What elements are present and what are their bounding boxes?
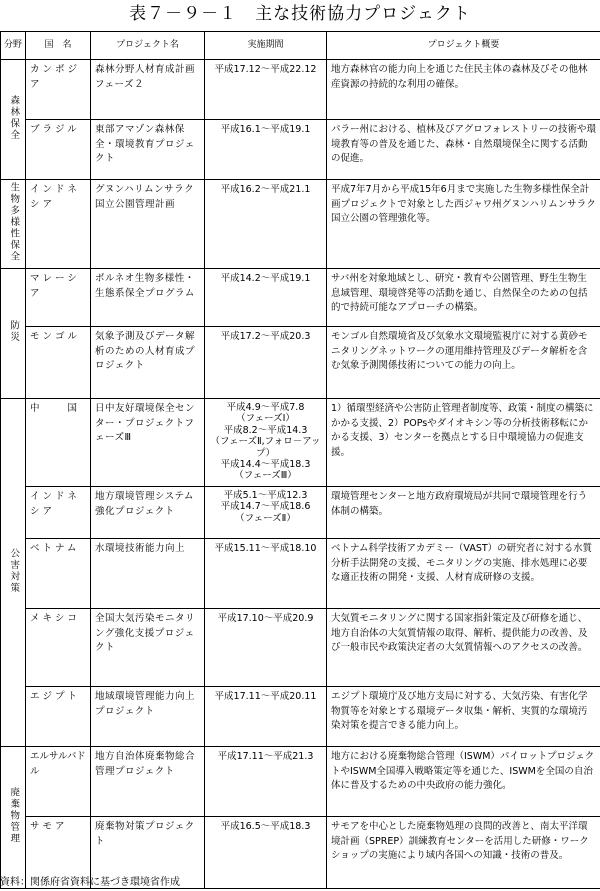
period-cell: 平成16.1～平成19.1 [205,120,327,180]
project-cell: 気象予測及びデータ解析のための人材育成プロジェクト [91,326,205,398]
country-cell: モンゴル [26,326,91,398]
table-row [1,326,600,398]
period-cell: 平成17.11～平成21.3 [205,746,327,816]
summary-cell: 環境管理センターと地方政府環境局が共同で環境管理を行う体制の構築。 [327,486,600,538]
country-cell: インドネシア [26,180,91,269]
country-cell: ブラジル [26,120,91,180]
table-row [1,120,600,180]
header-project: プロジェクト名 [91,32,205,60]
table-row [1,180,600,269]
field-cell-forest: 森林保全 [1,60,26,180]
project-cell: グヌンハリムンサラク国立公園管理計画 [91,180,205,269]
period-cell: 平成16.2～平成21.1 [205,180,327,269]
period-cell: 平成17.10～平成20.9 [205,608,327,686]
project-cell: 地方自治体廃棄物総合管理プロジェクト [91,746,205,816]
country-cell: マレーシア [26,268,91,326]
country-cell: ベトナム [26,538,91,608]
summary-cell: サバ州を対象地域とし、研究・教育や公園管理、野生生物生息域管理、環境啓発等の活動を通じ、自然保全のための包括的で持続可能なアプローチの構築。 [327,268,600,326]
summary-cell: ベトナム科学技術アカデミー（VAST）の研究者に対する水質分析手法開発の支援、モニタリングの実施、排水処理に必要な適正技術の開発・支援、人材育成研修の支援。 [327,538,600,608]
summary-cell: サモアを中心とした廃棄物処理の良問的改善と、南太平洋環境計画（SPREP）訓練教育センターを活用した研修・ワークショップの実施により域内各国への知識・技術の普及。 [327,816,600,888]
country-cell: エジプト [26,686,91,746]
summary-cell: 平成7年7月から平成15年6月まで実施した生物多様性保全計画プロジェクトで対象とした西ジャワ州グヌンハリムンサラク国立公園の管理強化等。 [327,180,600,269]
project-cell: 地域環境管理能力向上プロジェクト [91,686,205,746]
period-cell: 平成14.2～平成19.1 [205,268,327,326]
field-cell-pollution: 公害対策 [1,398,26,746]
country-cell: カンボジア [26,60,91,120]
period-cell: 平成15.11～平成18.10 [205,538,327,608]
table-row [1,60,600,120]
project-cell: ボルネオ生物多様性・生態系保全プログラム [91,268,205,326]
summary-cell: 地方における廃棄物総合管理（ISWM）パイロットプロジェクトやISWM全国導入戦略策定等を通じた、ISWMを全国の自治体に普及するための中央政府の能力強化。 [327,746,600,816]
project-cell: 全国大気汚染モニタリング強化支援プロジェクト [91,608,205,686]
period-cell: 平成17.2～平成20.3 [205,326,327,398]
period-cell: 平成16.5～平成18.3 [205,816,327,888]
project-cell: 森林分野人材育成計画フェーズ２ [91,60,205,120]
summary-cell: モンゴル自然環境省及び気象水文環境監視庁に対する黄砂モニタリングネットワークの運用維持管理及びデータ解析を含む気象予測関係技術についての能力の向上。 [327,326,600,398]
header-row [1,32,600,60]
country-cell: メキシコ [26,608,91,686]
project-cell: 日中友好環境保全センター・プロジェクトフェーズⅢ [91,398,205,486]
period-cell: 平成17.11～平成20.11 [205,686,327,746]
table-row [1,746,600,816]
country-cell: エルサルバドル [26,746,91,816]
header-field: 分野 [1,32,26,60]
project-cell: 東部アマゾン森林保全・環境教育プロジェクト [91,120,205,180]
field-cell-disaster: 防災 [1,268,26,398]
country-cell: インドネシア [26,486,91,538]
header-summary: プロジェクト概要 [327,32,600,60]
summary-cell: パラー州における、植林及びアグロフォレストリーの技術や環境教育等の普及を通じた、森林・自然環境保全に関する活動の促進。 [327,120,600,180]
country-cell: サモア [26,816,91,888]
summary-cell: 大気質モニタリングに関する国家指針策定及び研修を通じ、地方自治体の大気質情報の取得、解析、提供能力の改善、及び一般市民や政策決定者の大気質情報へのアクセスの改善。 [327,608,600,686]
project-cell: 地方環境管理システム強化プロジェクト [91,486,205,538]
table-row [1,608,600,686]
table-row [1,486,600,538]
summary-cell: エジプト環境庁及び地方支局に対する、大気汚染、有害化学物質等を対象とする環境データ収集・解析、実質的な環境汚染対策を提言できる能力向上。 [327,686,600,746]
summary-cell: 地方森林官の能力向上を通じた住民主体の森林及びその他林産資源の持続的な利用の確保。 [327,60,600,120]
table-row [1,538,600,608]
project-table [0,31,600,889]
header-period: 実施期間 [205,32,327,60]
table-row [1,398,600,486]
period-cell: 平成5.1～平成12.3 平成14.7～平成18.6 （フェーズⅡ） [205,486,327,538]
period-cell: 平成17.12～平成22.12 [205,60,327,120]
source-note: 資料：関係府省資料に基づき環境省作成 [0,877,180,888]
field-cell-waste: 廃棄物管理 [1,746,26,888]
page-title: 表７－９－１ 主な技術協力プロジェクト [129,4,471,24]
period-cell: 平成4.9～平成7.8 （フェーズⅠ） 平成8.2～平成14.3 （フェーズⅡ,フォロ－アップ） 平成14.4～平成18.3 （フェーズⅢ） [205,398,327,486]
country-cell: 中 国 [26,398,91,486]
header-country: 国 名 [26,32,91,60]
table-row [1,686,600,746]
project-cell: 水環境技術能力向上 [91,538,205,608]
field-cell-bio: 生物多様性保全 [1,180,26,269]
summary-cell: 1）循環型経済や公害防止管理者制度等、政策・制度の構築にかかる支援、2）POPsやダイオキシン等の分析技術移転にかかる支援、3）センターを拠点とする日中環境協力の促進支援。 [327,398,600,486]
project-cell: 廃棄物対策プロジェクト [91,816,205,888]
table-row [1,268,600,326]
